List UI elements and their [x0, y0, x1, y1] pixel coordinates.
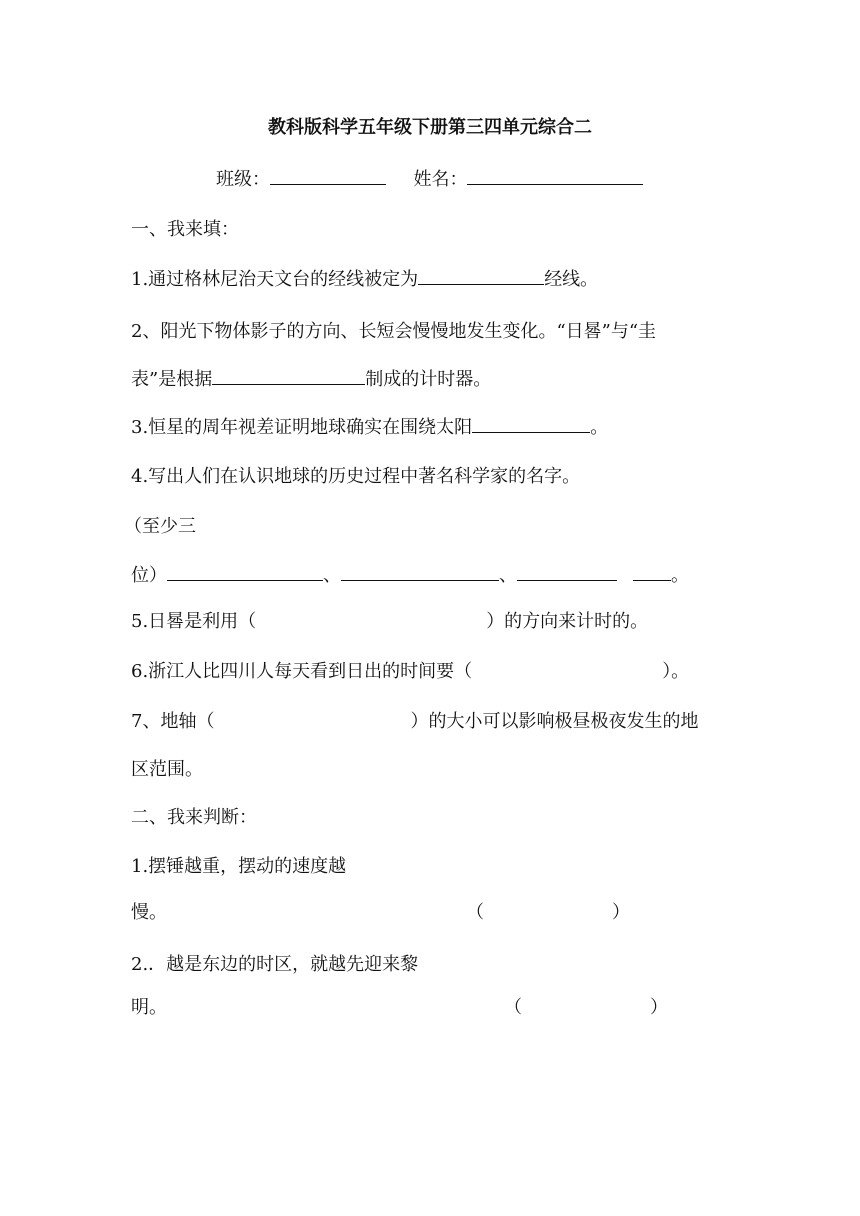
question-3-suffix: 。 [590, 417, 609, 438]
question-2-suffix: 制成的计时器。 [365, 369, 492, 390]
question-4-separator-2: 、 [499, 565, 517, 586]
question-1-blank[interactable] [418, 266, 544, 285]
question-3-blank[interactable] [472, 414, 590, 433]
class-field[interactable] [270, 166, 386, 185]
question-7-line-2: 区范围。 [131, 759, 203, 780]
judge-1-paren-close: ） [612, 902, 630, 923]
section2-heading: 二、我来判断： [131, 807, 257, 828]
judge-1-line-2: 慢。 [131, 902, 167, 923]
question-7-suffix: ）的大小可以影响极昼极夜发生的地 [410, 711, 699, 732]
judge-2-line-2: 明。 [131, 997, 167, 1018]
question-4-blank-2[interactable] [341, 562, 499, 581]
question-4-end: 。 [671, 565, 689, 586]
judge-1-line-1: 1.摆锤越重，摆动的速度越 [131, 856, 347, 877]
question-5-text: 5.日晷是利用（ [131, 611, 257, 632]
name-field[interactable] [467, 166, 643, 185]
judge-1-answer[interactable] [466, 901, 630, 925]
question-1-suffix: 经线。 [544, 269, 599, 290]
section1-heading: 一、我来填： [131, 219, 239, 240]
judge-2-line-1: 2.．越是东边的时区，就越先迎来黎 [131, 954, 419, 975]
question-4-prefix: 位） [131, 565, 167, 586]
question-7-line-1 [131, 710, 698, 734]
question-5-suffix: ）的方向来计时的。 [486, 611, 649, 632]
question-2-line-1: 2、阳光下物体影子的方向、长短会慢慢地发生变化。“日晷”与“圭 [131, 321, 657, 342]
question-2-line-2 [131, 366, 491, 392]
question-4-blank-1[interactable] [167, 562, 323, 581]
question-4-line-1: 4.写出人们在认识地球的历史过程中著名科学家的名字。 [131, 466, 581, 487]
question-2-text: 表”是根据 [131, 369, 213, 390]
question-6-text: 6.浙江人比四川人每天看到日出的时间要（ [131, 661, 473, 682]
question-6 [131, 660, 689, 684]
question-4-separator-1: 、 [323, 565, 341, 586]
question-3-text: 3.恒星的周年视差证明地球确实在围绕太阳 [131, 417, 473, 438]
question-1 [131, 266, 598, 292]
judge-2-paren-open: （ [504, 997, 522, 1018]
question-1-text: 1.通过格林尼治天文台的经线被定为 [131, 269, 419, 290]
judge-2-answer[interactable] [504, 996, 668, 1020]
class-label: 班级： [216, 169, 270, 190]
name-label: 姓名： [413, 169, 468, 190]
question-6-suffix: ）。 [662, 661, 690, 682]
question-4-blank-3[interactable] [517, 562, 617, 581]
question-3 [131, 414, 608, 440]
student-info-row [216, 166, 643, 192]
question-4-line-3 [131, 562, 689, 588]
question-7-text: 7、地轴（ [131, 711, 215, 732]
question-2-blank[interactable] [212, 366, 365, 385]
question-4-line-2: （至少三 [124, 516, 196, 537]
question-5 [131, 610, 648, 634]
page-title: 教科版科学五年级下册第三四单元综合二 [268, 117, 592, 138]
judge-2-paren-close: ） [650, 997, 668, 1018]
question-4-blank-4[interactable] [633, 562, 671, 581]
judge-1-paren-open: （ [466, 902, 484, 923]
